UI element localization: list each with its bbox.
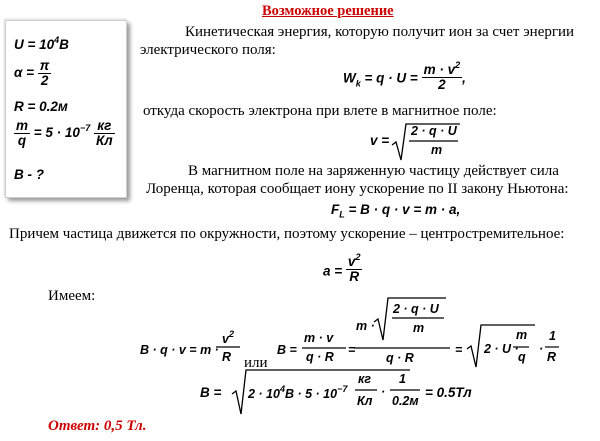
- given-mq-exp: −7: [79, 123, 91, 134]
- formula-velocity-left: v =: [370, 133, 390, 148]
- final-root-expr: [248, 384, 347, 401]
- eq4-root-pre: 2 · U ·: [484, 342, 519, 356]
- final-root-mid: В · 5 · 10: [284, 387, 338, 401]
- wk-sub: k: [355, 78, 361, 89]
- wk-fraction: [422, 58, 463, 92]
- answer: Ответ: 0,5 Тл.: [48, 418, 147, 434]
- eq1-num-exp: 2: [228, 329, 234, 339]
- text-p1-line1: Кинетическая энергия, которую получит ион за счет энергии: [185, 24, 575, 40]
- given-mq-unit-den: Кл: [95, 133, 113, 148]
- text-p3-line1: В магнитном поле на заряженную частицу действует сила: [188, 163, 559, 179]
- given-voltage-unit: В: [59, 37, 69, 52]
- given-mq-fraction: [14, 119, 30, 148]
- wk-mid: = q · U =: [364, 70, 418, 86]
- final-num: 1: [399, 372, 406, 386]
- given-angle-den: 2: [40, 73, 49, 88]
- final-unit-num: кг: [358, 372, 372, 386]
- eq2-den: q · R: [306, 350, 334, 364]
- eq4-root-frac-line: [513, 346, 529, 348]
- given-mq-unit-num: кг: [94, 119, 115, 134]
- fl-rest: = B · q · v = m · a: [348, 202, 457, 217]
- text-ili: или: [244, 355, 268, 371]
- final-den: 0.2м: [392, 394, 419, 408]
- eq4-num: 1: [549, 329, 556, 343]
- given-voltage: [14, 35, 69, 52]
- given-angle-num: π: [39, 58, 50, 73]
- given-mass-charge: [14, 119, 115, 148]
- final-result: = 0.5Тл: [425, 385, 472, 400]
- wk-end: ,: [462, 70, 466, 86]
- eq3-eq: =: [455, 343, 463, 357]
- final-exp1: 4: [279, 384, 285, 394]
- wk-left: W: [343, 70, 356, 86]
- fl-end: ,: [456, 202, 461, 217]
- wk-num: m · v: [423, 62, 456, 77]
- text-p3-line2: Лоренца, которая сообщает иону ускорение по II закону Ньютона:: [146, 181, 569, 197]
- a-den: R: [349, 269, 360, 284]
- eq3-inner-num: 2 · q · U: [393, 302, 439, 316]
- fl-sub: L: [339, 209, 345, 220]
- given-find: B - ?: [14, 167, 44, 182]
- eq1-den: R: [222, 350, 232, 364]
- eq2-num: m · v: [304, 331, 334, 345]
- eq3-num-pre: m ·: [356, 319, 375, 333]
- eq4-root-den: q: [518, 350, 526, 364]
- a-num: v: [347, 254, 356, 269]
- text-p4: Причем частица движется по окружности, поэтому ускорение – центростремительное:: [9, 226, 565, 242]
- given-mq-den: q: [17, 133, 27, 148]
- text-p2: откуда скорость электрона при влете в магнитное поле:: [143, 103, 497, 119]
- eq3-den: q · R: [386, 351, 414, 365]
- formula-acceleration: [323, 252, 362, 284]
- final-unit-den: Кл: [357, 394, 373, 408]
- a-num-exp: 2: [355, 252, 361, 262]
- page-title: Возможное решение: [262, 3, 394, 19]
- given-angle-label: α =: [14, 65, 35, 81]
- eq1-left: B · q · v = m ·: [140, 343, 219, 357]
- velocity-num: 2 · q · U: [411, 124, 457, 138]
- text-p1-line2: электрического поля:: [140, 42, 276, 58]
- eq4-dot: ·: [539, 342, 544, 356]
- a-fraction: [346, 250, 363, 284]
- eq4-root-num: m: [516, 328, 528, 342]
- final-exp2: −7: [337, 384, 348, 394]
- given-panel: [5, 20, 127, 198]
- given-mq-value: = 5 · 10: [33, 125, 80, 141]
- formula-lorentz: [331, 202, 460, 220]
- wk-den: 2: [438, 77, 446, 92]
- eq3-inner-den: m: [413, 321, 425, 335]
- final-unit-frac-line: [355, 389, 377, 391]
- given-mq-num: m: [16, 118, 29, 133]
- eq4-frac-line: [545, 346, 559, 348]
- given-angle: [14, 59, 51, 88]
- eq1-num: [218, 329, 238, 346]
- eq2-eq: =: [348, 343, 356, 357]
- wk-num-exp: 2: [455, 60, 461, 70]
- text-imeem: Имеем:: [48, 288, 96, 304]
- formula-kinetic-energy: [343, 60, 466, 92]
- eq1-frac-line: [216, 346, 240, 348]
- final-frac-line: [390, 389, 420, 391]
- given-mq-unit: [94, 119, 115, 148]
- final-dot: ·: [381, 385, 386, 399]
- final-left: B =: [200, 385, 222, 400]
- eq4-den: R: [547, 350, 557, 364]
- given-radius: R = 0.2м: [14, 99, 68, 114]
- velocity-den: m: [431, 143, 443, 157]
- given-voltage-label: U = 10: [14, 37, 55, 52]
- eq1-num-v: v: [222, 332, 229, 346]
- given-voltage-exp: 4: [54, 35, 60, 45]
- eq2-left: B =: [277, 343, 297, 357]
- fl-left: F: [331, 202, 340, 217]
- final-root-pre: 2 · 10: [248, 387, 280, 401]
- eq3-frac-line: [354, 347, 450, 349]
- eq2-frac-line: [302, 347, 346, 349]
- given-angle-fraction: [38, 59, 52, 88]
- a-left: a =: [323, 263, 343, 279]
